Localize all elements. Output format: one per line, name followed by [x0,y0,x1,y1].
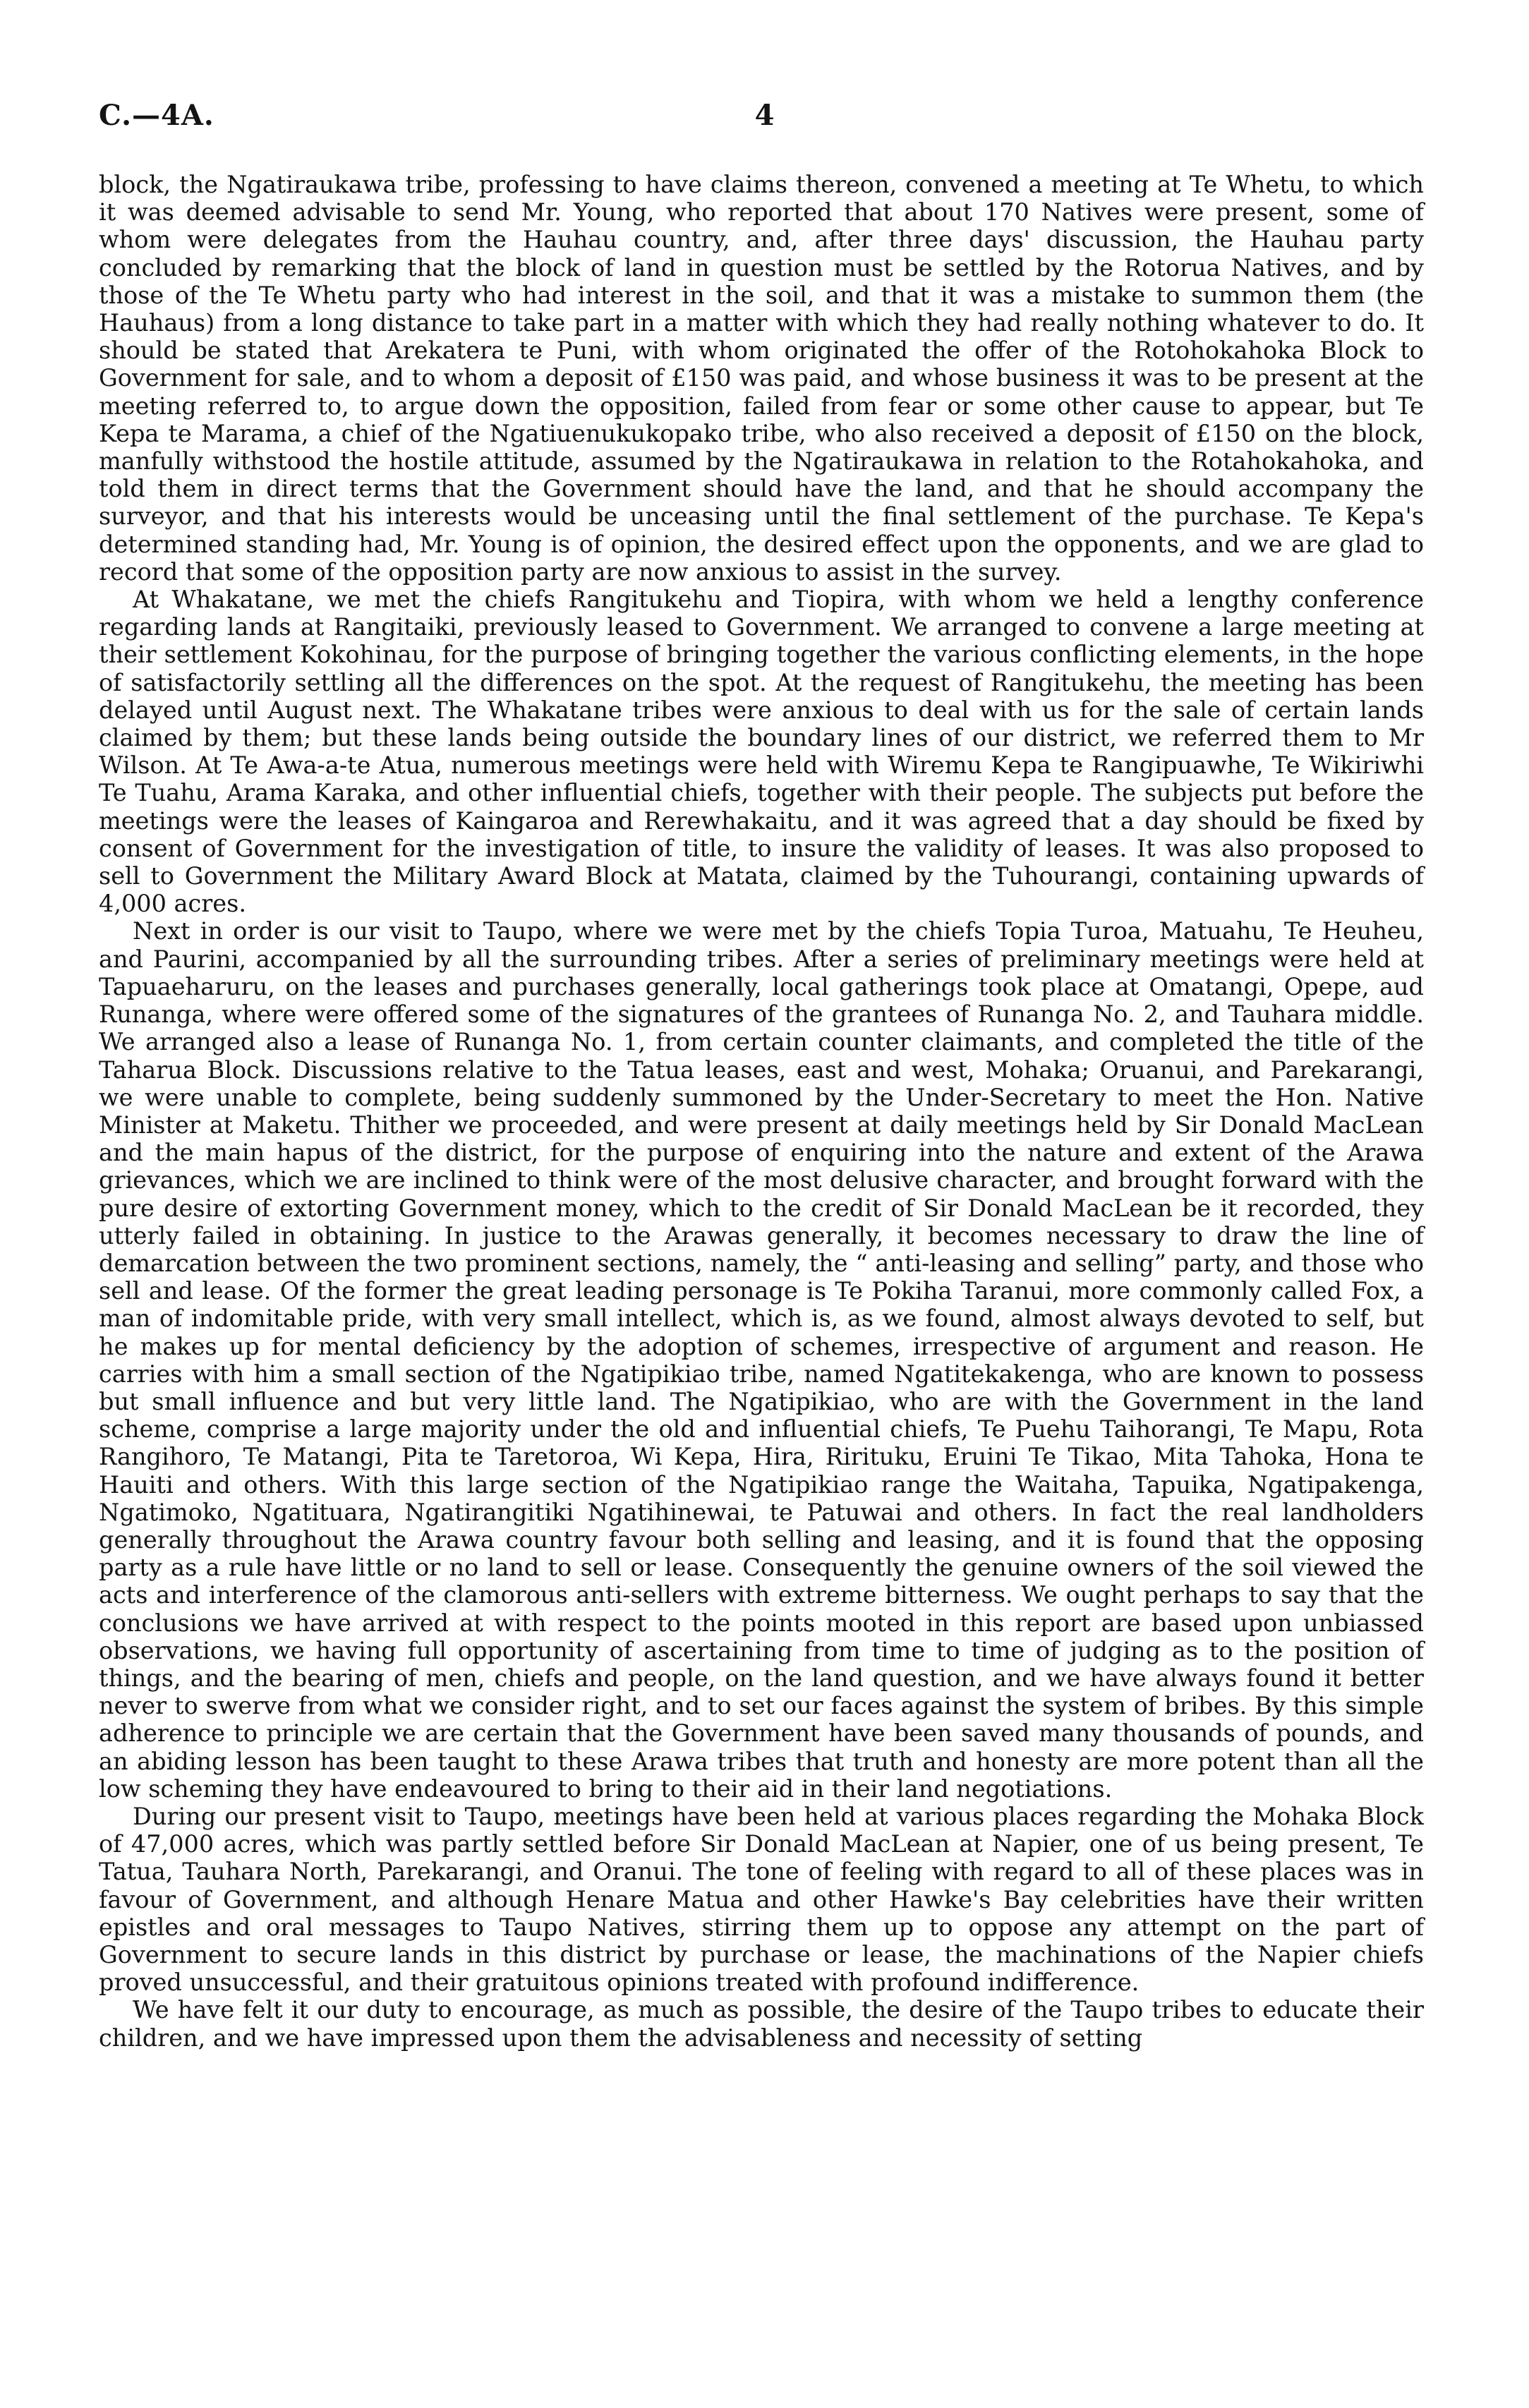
paragraph: During our present visit to Taupo, meetings have been held at various places regarding the Mohaka Block of 47,000 acres, which was partly settled before Sir Donald MacLean at Napier, one of us being present, Te Tatua, Tauhara North, Parekarangi, and Oranui. The tone of feeling with regard to all of these places was in favour of Government, and although Henare Matua and other Hawke's Bay celebrities have their written epistles and oral messages to Taupo Natives, stirring them up to oppose any attempt on the part of Government to secure lands in this district by purchase or lease, the machinations of the Napier chiefs proved unsuccessful, and their gratuitous opinions treated with profound indifference. [99,1802,1424,1997]
paragraph: At Whakatane, we met the chiefs Rangitukehu and Tiopira, with whom we held a lengthy conference regarding lands at Rangitaiki, previously leased to Government. We arranged to convene a large meeting at their settlement Kokohinau, for the purpose of bringing together the various conflicting elements, in the hope of satisfactorily settling all the differences on the spot. At the request of Rangitukehu, the meeting has been delayed until August next. The Whakatane tribes were anxious to deal with us for the sale of certain lands claimed by them; but these lands being outside the boundary lines of our district, we referred them to Mr Wilson. At Te Awa-a-te Atua, numerous meetings were held with Wiremu Kepa te Rangipuawhe, Te Wikiriwhi Te Tuahu, Arama Karaka, and other influential chiefs, together with their people. The subjects put before the meetings were the leases of Kaingaroa and Rerewhakaitu, and it was agreed that a day should be fixed by consent of Government for the investigation of title, to insure the validity of leases. It was also proposed to sell to Government the Military Award Block at Matata, claimed by the Tuhourangi, containing upwards of 4,000 acres. [99,586,1424,918]
paragraph: We have felt it our duty to encourage, as much as possible, the desire of the Taupo tribes to educate their children, and we have impressed upon them the advisableness and necessity of setting [99,1996,1424,2052]
page-number: 4 [754,99,775,132]
paragraph: Next in order is our visit to Taupo, where we were met by the chiefs Topia Turoa, Matuahu, Te Heuheu, and Paurini, accompanied by all the surrounding tribes. After a series of preliminary meetings were held at Tapuaeharuru, on the leases and purchases generally, local gatherings took place at Omatangi, Opepe, aud Runanga, where were offered some of the signatures of the grantees of Runanga No. 2, and Tauhara middle. We arranged also a lease of Runanga No. 1, from certain counter claimants, and completed the title of the Taharua Block. Discussions relative to the Tatua leases, east and west, Mohaka; Oruanui, and Parekarangi, we were unable to complete, being suddenly summoned by the Under-Secretary to meet the Hon. Native Minister at Maketu. Thither we proceeded, and were present at daily meetings held by Sir Donald MacLean and the main hapus of the district, for the purpose of enquiring into the nature and extent of the Arawa grievances, which we are inclined to think were of the most delusive character, and brought forward with the pure desire of extorting Government money, which to the credit of Sir Donald MacLean be it recorded, they utterly failed in obtaining. In justice to the Arawas generally, it becomes necessary to draw the line of demarcation between the two prominent sections, namely, the “ anti-leasing and selling” party, and those who sell and lease. Of the former the great leading personage is Te Pokiha Taranui, more commonly called Fox, a man of indomitable pride, with very small intellect, which is, as we found, almost always devoted to self, but he makes up for mental deficiency by the adoption of schemes, irrespective of argument and reason. He carries with him a small section of the Ngatipikiao tribe, named Ngatitekakenga, who are known to possess but small influence and but very little land. The Ngatipikiao, who are with the Government in the land scheme, comprise a large majority under the old and influential chiefs, Te Puehu Taihorangi, Te Mapu, Rota Rangihoro, Te Matangi, Pita te Taretoroa, Wi Kepa, Hira, Rirituku, Eruini Te Tikao, Mita Tahoka, Hona te Hauiti and others. With this large section of the Ngatipikiao range the Waitaha, Tapuika, Ngatipakenga, Ngatimoko, Ngatituara, Ngatirangitiki Ngatihinewai, te Patuwai and others. In fact the real landholders generally throughout the Arawa country favour both selling and leasing, and it is found that the opposing party as a rule have little or no land to sell or lease. Consequently the genuine owners of the soil viewed the acts and interference of the clamorous anti-sellers with extreme bitterness. We ought perhaps to say that the conclusions we have arrived at with respect to the points mooted in this report are based upon unbiassed observations, we having full opportunity of ascertaining from time to time of judging as to the position of things, and the bearing of men, chiefs and people, on the land question, and we have always found it better never to swerve from what we consider right, and to set our faces against the system of bribes. By this simple adherence to principle we are certain that the Government have been saved many thousands of pounds, and an abiding lesson has been taught to these Arawa tribes that truth and honesty are more potent than all the low scheming they have endeavoured to bring to their aid in their land negotiations. [99,917,1424,1803]
body-text [99,171,1424,2052]
page-header [99,99,1430,134]
document-reference: C.—4A. [99,99,214,132]
paragraph: block, the Ngatiraukawa tribe, professing to have claims thereon, convened a meeting at Te Whetu, to which it was deemed advisable to send Mr. Young, who reported that about 170 Natives were present, some of whom were delegates from the Hauhau country, and, after three days' discussion, the Hauhau party concluded by remarking that the block of land in question must be settled by the Rotorua Natives, and by those of the Te Whetu party who had interest in the soil, and that it was a mistake to summon them (the Hauhaus) from a long distance to take part in a matter with which they had really nothing whatever to do. It should be stated that Arekatera te Puni, with whom originated the offer of the Rotohokahoka Block to Government for sale, and to whom a deposit of £150 was paid, and whose business it was to be present at the meeting referred to, to argue down the opposition, failed from fear or some other cause to appear, but Te Kepa te Marama, a chief of the Ngatiuenukukopako tribe, who also received a deposit of £150 on the block, manfully withstood the hostile attitude, assumed by the Ngatiraukawa in relation to the Rotahokahoka, and told them in direct terms that the Government should have the land, and that he should accompany the surveyor, and that his interests would be unceasing until the final settlement of the purchase. Te Kepa's determined standing had, Mr. Young is of opinion, the desired effect upon the opponents, and we are glad to record that some of the opposition party are now anxious to assist in the survey. [99,171,1424,586]
